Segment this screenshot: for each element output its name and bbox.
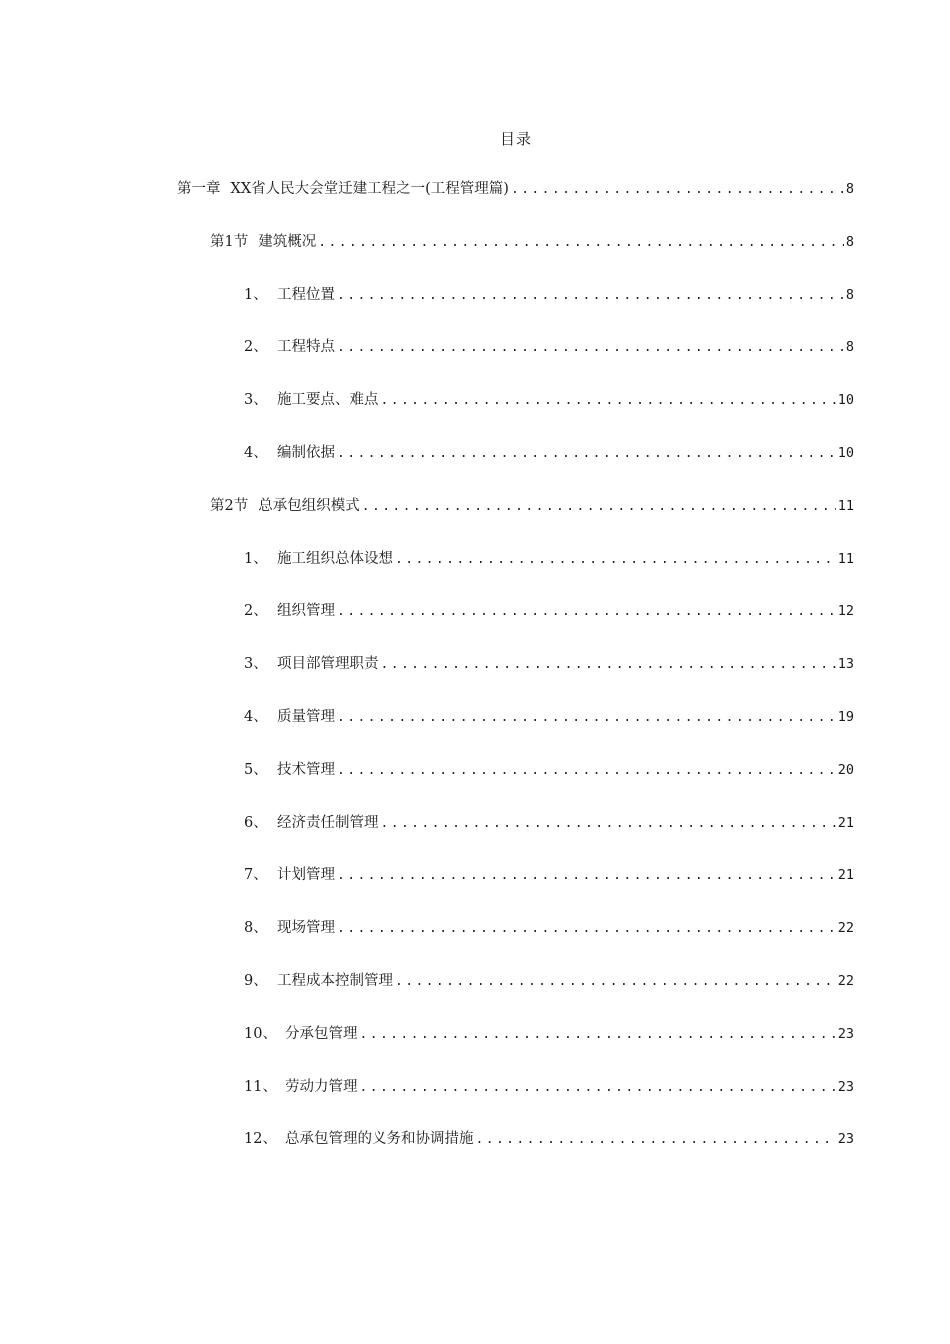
toc-entry-page-number: 23 [837,1025,854,1042]
toc-dot-leader [360,1077,836,1099]
toc-entry-text: 工程特点 [277,339,335,356]
toc-entry-line [244,336,854,359]
toc-entry-number: 9、 [244,972,268,989]
toc-entry-text: 劳动力管理 [285,1078,358,1095]
toc-entry-line [177,178,854,201]
toc-dot-leader [360,1024,836,1046]
toc-entry-number: 10、 [244,1025,277,1042]
toc-dot-leader [337,443,836,465]
toc-entry[interactable] [0,759,950,812]
toc-entry[interactable] [0,917,950,970]
toc-entry-line [244,653,854,676]
toc-entry-number: 第2节 [210,497,249,514]
toc-entry-page-number: 8 [845,181,854,197]
toc-entry-line [244,442,854,465]
toc-entry-page-number: 13 [837,656,854,673]
toc-entry-page-number: 19 [837,708,854,725]
toc-title: 目录 [499,130,532,148]
toc-entry[interactable] [0,389,950,442]
toc-entry-line [244,1076,854,1099]
toc-entry-number: 4、 [244,444,268,461]
toc-entry-number: 3、 [244,656,268,673]
toc-entry[interactable] [0,495,950,548]
toc-entry-number: 5、 [244,761,268,778]
toc-entry-number: 4、 [244,708,268,725]
toc-entry-line [244,812,854,835]
toc-entry-line [244,284,854,307]
toc-entry[interactable] [0,812,950,865]
toc-entry-text: 分承包管理 [285,1025,358,1042]
toc-entry-line [244,970,854,993]
toc-dot-leader [337,760,836,782]
toc-entry-text: 工程成本控制管理 [277,972,393,989]
toc-entry-line [244,1128,854,1151]
toc-entry-line [244,600,854,623]
toc-entry-text: 现场管理 [277,920,335,937]
toc-dot-leader [337,601,836,623]
toc-entry-number: 11、 [244,1078,277,1095]
toc-entry-text: 编制依据 [277,444,335,461]
toc-entry-text: 工程位置 [277,286,335,303]
toc-dot-leader [511,179,844,201]
toc-entry[interactable] [0,864,950,917]
toc-entry-page-number: 23 [837,1078,854,1095]
toc-entry[interactable] [0,1076,950,1129]
toc-entry-text: 施工组织总体设想 [277,550,393,567]
toc-entry-number: 8、 [244,920,268,937]
toc-entry-page-number: 11 [837,550,854,567]
toc-entry[interactable] [0,548,950,601]
toc-dot-leader [337,707,836,729]
toc-entry-line [210,231,854,254]
toc-entry-page-number: 21 [837,867,854,884]
toc-list [0,178,950,1181]
toc-entry-line [244,706,854,729]
toc-entry-page-number: 22 [837,920,854,937]
toc-entry-line [244,864,854,887]
toc-entry-number: 3、 [244,392,268,409]
toc-entry-text: 技术管理 [277,761,335,778]
toc-entry-page-number: 10 [837,392,854,409]
toc-entry[interactable] [0,653,950,706]
toc-entry-page-number: 21 [837,814,854,831]
toc-entry-line [244,759,854,782]
toc-entry-page-number: 12 [837,603,854,620]
toc-entry-number: 2、 [244,339,268,356]
toc-entry-page-number: 8 [845,339,854,356]
toc-dot-leader [381,390,836,412]
toc-entry[interactable] [0,1023,950,1076]
toc-entry-text: XX省人民大会堂迁建工程之一(工程管理篇) [230,181,509,197]
toc-entry-number: 7、 [244,867,268,884]
toc-entry-line [210,495,854,518]
toc-entry[interactable] [0,178,950,231]
toc-entry-page-number: 8 [845,286,854,303]
toc-entry-line [244,389,854,412]
toc-entry[interactable] [0,231,950,284]
toc-entry-page-number: 20 [837,761,854,778]
toc-dot-leader [476,1129,836,1151]
toc-entry-text: 建筑概况 [258,233,317,250]
toc-dot-leader [395,971,836,993]
toc-dot-leader [318,232,844,254]
toc-dot-leader [395,549,836,571]
toc-entry-text: 总承包组织模式 [258,497,360,514]
toc-entry-number: 2、 [244,603,268,620]
toc-entry[interactable] [0,1128,950,1181]
toc-entry-page-number: 23 [837,1131,854,1148]
toc-dot-leader [337,285,844,307]
toc-entry-page-number: 22 [837,972,854,989]
toc-entry-line [244,1023,854,1046]
toc-entry[interactable] [0,600,950,653]
toc-entry-line [244,917,854,940]
toc-entry-text: 组织管理 [277,603,335,620]
toc-dot-leader [337,337,844,359]
toc-entry-text: 总承包管理的义务和协调措施 [285,1131,474,1148]
toc-entry-text: 施工要点、难点 [277,392,379,409]
toc-entry-page-number: 10 [837,444,854,461]
toc-entry[interactable] [0,284,950,337]
toc-entry-text: 经济责任制管理 [277,814,379,831]
toc-entry[interactable] [0,442,950,495]
toc-entry-number: 12、 [244,1131,277,1148]
toc-entry[interactable] [0,336,950,389]
toc-entry-text: 项目部管理职责 [277,656,379,673]
toc-entry-number: 第1节 [210,233,249,250]
toc-entry[interactable] [0,970,950,1023]
toc-dot-leader [337,918,836,940]
toc-entry[interactable] [0,706,950,759]
toc-entry-page-number: 11 [837,497,854,514]
toc-entry-page-number: 8 [845,233,854,250]
toc-entry-line [244,548,854,571]
toc-entry-number: 1、 [244,550,268,567]
toc-entry-text: 质量管理 [277,708,335,725]
toc-entry-number: 1、 [244,286,268,303]
toc-entry-text: 计划管理 [277,867,335,884]
toc-dot-leader [337,865,836,887]
toc-entry-number: 第一章 [177,181,221,197]
toc-dot-leader [362,496,836,518]
toc-dot-leader [381,654,836,676]
toc-entry-number: 6、 [244,814,268,831]
toc-dot-leader [381,813,836,835]
